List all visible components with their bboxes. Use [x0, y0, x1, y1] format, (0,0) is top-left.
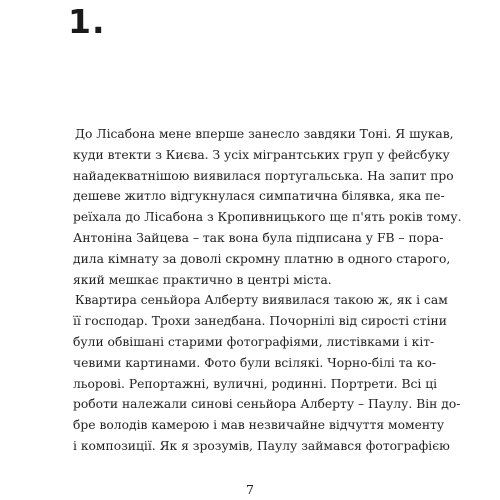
body-text	[73, 124, 462, 457]
text-line: і композиції. Як я зрозумів, Паулу займався фотографією	[73, 438, 450, 453]
text-line: який мешкає практично в центрі міста.	[73, 272, 332, 287]
text-line: Антоніна Зайцева – так вона була підписана у FB – пора-	[73, 230, 444, 245]
text-line: реїхала до Лісабона з Кропивницького ще п'ять років тому.	[73, 210, 462, 225]
text-line: роботи належали синові сеньйора Алберту – Паулу. Він до-	[73, 397, 461, 412]
text-line: її господар. Трохи занедбана. Почорнілі від сирості стіни	[73, 314, 447, 329]
text-line: були обвішані старими фотографіями, листівками і кіт-	[73, 334, 435, 349]
text-line: Квартира сеньйора Алберту виявилася такою ж, як і сам	[75, 293, 448, 308]
text-line: найадекватнішою виявилася португальська. На запит про	[73, 168, 454, 183]
text-line: чевими картинами. Фото були всілякі. Чорно-білі та ко-	[73, 355, 437, 370]
text-line: куди втекти з Києва. З усіх мігрантських груп у фейсбуку	[73, 147, 450, 162]
text-line: дила кімнату за доволі скромну платню в одного старого,	[73, 251, 451, 266]
page-number: 7	[246, 482, 254, 497]
text-line: До Лісабона мене вперше занесло завдяки Тоні. Я шукав,	[75, 127, 454, 141]
text-line: льорові. Репортажні, вуличні, родинні. Портрети. Всі ці	[73, 376, 438, 391]
text-line: бре володів камерою і мав незвичайне відчуття моменту	[73, 418, 445, 433]
chapter-number: 1.	[68, 2, 106, 41]
text-line: дешеве житло відгукнулася симпатична білявка, яка пе-	[73, 189, 445, 204]
